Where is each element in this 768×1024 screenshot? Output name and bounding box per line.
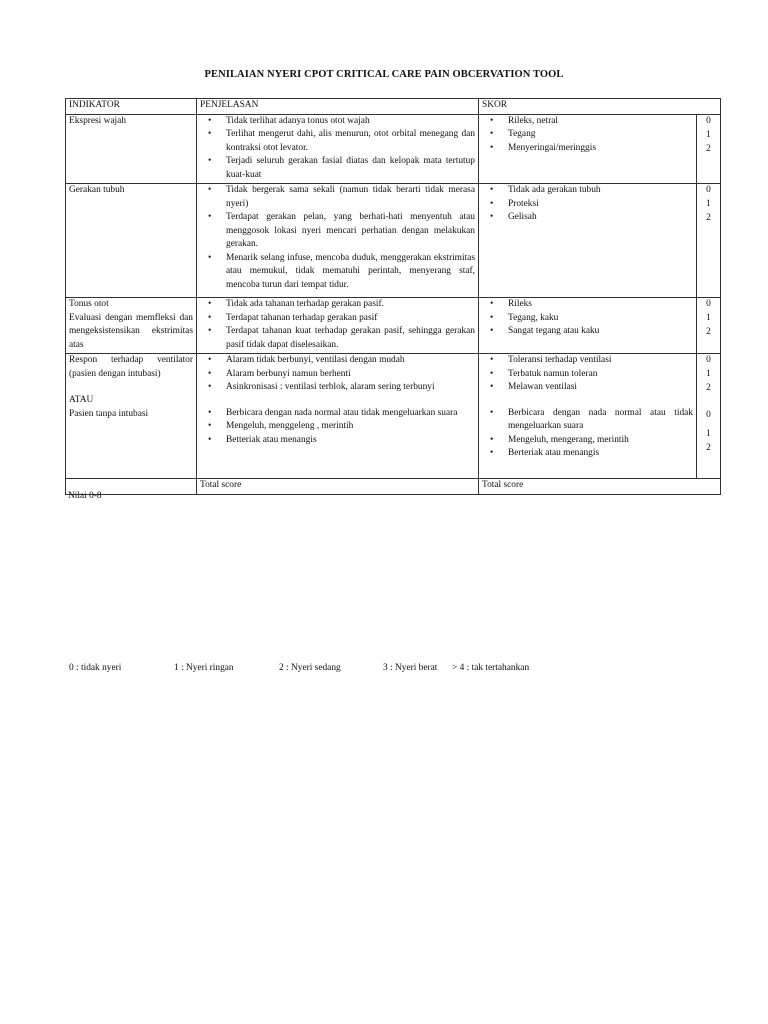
table-row (66, 298, 721, 354)
nilai-value: 0 (706, 299, 711, 309)
skor-cell (479, 354, 697, 479)
penjelasan-item: • Terlihat mengerut dahi, alis menurun, otot orbital menegang dan kontraksi otot levator. (200, 128, 475, 155)
legend-item: 1 : Nyeri ringan (174, 663, 234, 673)
penjelasan-item: • Alaram berbunyi namun berhenti (200, 368, 475, 382)
indikator-text: Respon terhadap ventilator (pasien dengan intubasi) (69, 355, 193, 379)
table-header-row (66, 99, 721, 115)
indikator-cell (66, 298, 197, 354)
penjelasan-item: • Berbicara dengan nada normal atau tidak mengeluarkan suara (200, 407, 475, 421)
skor-item: • Tegang, kaku (482, 312, 693, 326)
indikator-text: Gerakan tubuh (69, 185, 125, 195)
skor-item: • Tidak ada gerakan tubuh (482, 184, 693, 198)
nilai-value: 0 (706, 185, 711, 195)
penjelasan-item: • Terjadi seluruh gerakan fasial diatas dan kelopak mata tertutup kuat-kuat (200, 155, 475, 182)
nilai-value: 2 (706, 327, 711, 337)
range-note: Nilai 0-8 (68, 491, 102, 501)
skor-item: • Menyeringai/meringgis (482, 142, 693, 156)
total-skor-cell: Total score (479, 479, 721, 495)
penjelasan-item: • Terdapat tahanan kuat terhadap gerakan pasif, sehingga gerakan pasif tidak dapat diselesaikan. (200, 325, 475, 352)
indikator-text: Pasien tanpa intubasi (69, 408, 149, 419)
skor-cell (479, 184, 697, 298)
nilai-value: 1 (706, 369, 711, 379)
table-row (66, 184, 721, 298)
skor-cell (479, 114, 697, 184)
skor-item: • Rileks (482, 298, 693, 312)
skor-item: • Terbatuk namun toleran (482, 368, 693, 382)
penjelasan-item: • Mengeluh, menggeleng , merintih (200, 420, 475, 434)
skor-item: • Berbicara dengan nada normal atau tidak mengeluarkan suara (482, 407, 693, 434)
nilai-cell (697, 354, 721, 479)
penjelasan-cell (197, 114, 479, 184)
nilai-cell (697, 298, 721, 354)
indikator-text: Ekspresi wajah (69, 115, 127, 126)
skor-item: • Melawan ventilasi (482, 381, 693, 395)
total-penjelasan-cell: Total score (197, 479, 479, 495)
penjelasan-cell (197, 298, 479, 354)
cpot-table (65, 98, 721, 495)
penjelasan-item: • Tidak ada tahanan terhadap gerakan pasif. (200, 298, 475, 312)
penjelasan-item: • Terdapat tahanan terhadap gerakan pasif (200, 312, 475, 326)
skor-item: • Berteriak atau menangis (482, 447, 693, 461)
penjelasan-item: • Terdapat gerakan pelan, yang berhati-hati menyentuh atau menggosok lokasi nyeri mencari perhatian dengan melakukan gerakan. (200, 211, 475, 252)
penjelasan-item: • Tidak terlihat adanya tonus otot wajah (200, 115, 475, 129)
indikator-text: Tonus otot (69, 299, 109, 309)
indikator-cell (66, 114, 197, 184)
skor-item: • Sangat tegang atau kaku (482, 325, 693, 339)
nilai-value: 0 (706, 410, 711, 420)
indikator-text: Evaluasi dengan memfleksi dan mengeksistensikan ekstrimitas atas (69, 312, 193, 350)
nilai-cell (697, 114, 721, 184)
skor-item: • Toleransi terhadap ventilasi (482, 354, 693, 368)
penjelasan-item: • Betteriak atau menangis (200, 434, 475, 448)
nilai-value: 2 (706, 443, 711, 453)
penjelasan-item: • Tidak bergerak sama sekali (namun tidak berarti tidak merasa nyeri) (200, 184, 475, 211)
nilai-value: 1 (706, 313, 711, 323)
nilai-cell (697, 184, 721, 298)
penjelasan-cell (197, 354, 479, 479)
indikator-cell (66, 184, 197, 298)
penjelasan-item: • Menarik selang infuse, mencoba duduk, menggerakan ekstrimitas atau memukul, tidak mematuhi perintah, menyerang staf, mencoba turun dari tempat tidur. (200, 252, 475, 293)
legend-item: 0 : tidak nyeri (69, 663, 122, 673)
legend-item: > 4 : tak tertahankan (452, 663, 530, 673)
nilai-value: 0 (706, 115, 711, 126)
nilai-value: 1 (706, 429, 711, 439)
table-row (66, 114, 721, 184)
document-title: PENILAIAN NYERI CPOT CRITICAL CARE PAIN OBCERVATION TOOL (204, 69, 564, 80)
nilai-value: 1 (706, 129, 711, 140)
header-skor: SKOR (479, 99, 721, 115)
table-row (66, 354, 721, 479)
penjelasan-cell (197, 184, 479, 298)
legend-item: 2 : Nyeri sedang (279, 663, 341, 673)
nilai-value: 2 (706, 213, 711, 223)
nilai-value: 2 (706, 143, 711, 154)
indikator-cell (66, 354, 197, 479)
indikator-text: ATAU (69, 395, 94, 405)
penjelasan-item: • Asinkronisasi : ventilasi terblok, alaram sering terbunyi (200, 381, 475, 395)
skor-cell (479, 298, 697, 354)
nilai-value: 2 (706, 383, 711, 393)
total-row (66, 479, 721, 495)
skor-item: • Mengeluh, mengerang, merintih (482, 434, 693, 448)
penjelasan-item: • Alaram tidak berbunyi, ventilasi dengan mudah (200, 354, 475, 368)
skor-item: • Proteksi (482, 198, 693, 212)
header-indikator: INDIKATOR (66, 99, 197, 115)
legend-item: 3 : Nyeri berat (383, 663, 438, 673)
skor-item: • Tegang (482, 128, 693, 142)
skor-item: • Gelisah (482, 211, 693, 225)
skor-item: • Rileks, netral (482, 115, 693, 129)
nilai-value: 0 (706, 355, 711, 365)
nilai-value: 1 (706, 199, 711, 209)
header-penjelasan: PENJELASAN (197, 99, 479, 115)
